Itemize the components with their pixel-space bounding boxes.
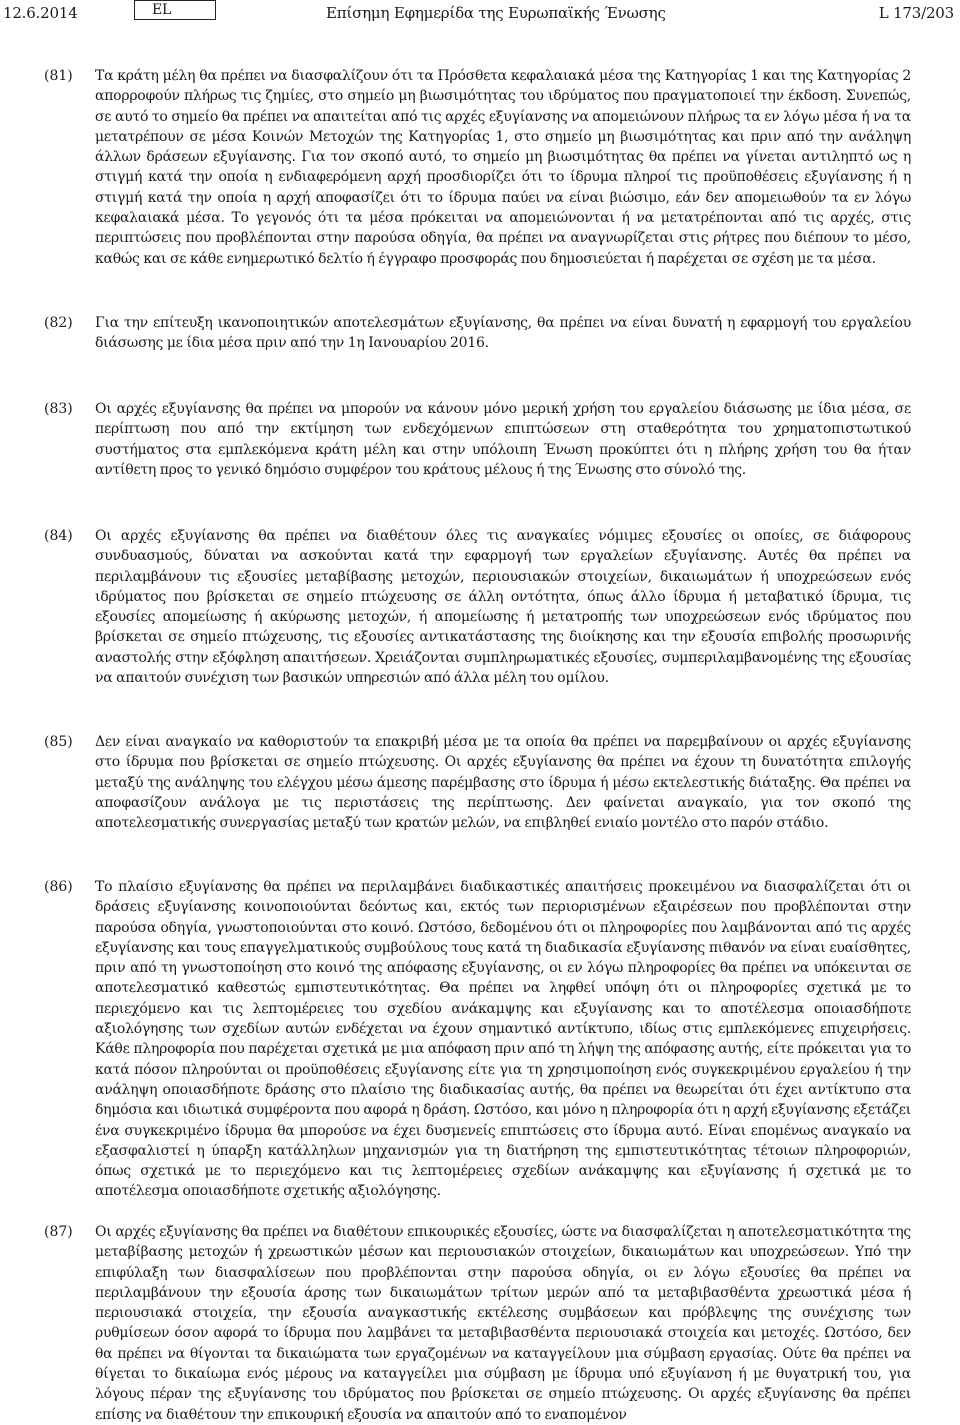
page-reference: L 173/203 (878, 4, 954, 22)
recital-number: (86) (44, 879, 73, 895)
recital-text: Το πλαίσιο εξυγίανσης θα πρέπει να περιλαμβάνει διαδικαστικές απαιτήσεις προκειμένου να διασφαλίζεται ότι οι δράσεις εξυγίανσης κοινοποιούνται δεόντως και, εκτός των περιορισμένων εξαιρέσεων που προβλέπονται στην παρούσα οδηγία, γνωστοποιούνται στο κοινό. Ωστόσο, δεδομένου ότι οι πληροφορίες που λαμβάνονται από τις αρχές εξυγίανσης και τους επαγγελματικούς συμβούλους τους κατά τη διαδικασία εξυγίανσης πιθανόν να είναι ευαίσθητες, πριν από τη γνωστοποίηση στο κοινό της απόφασης εξυγίανσης, οι εν λόγω πληροφορίες θα πρέπει να υπόκεινται σε αποτελεσματικό καθεστώς εμπιστευτικότητας. Θα πρέπει να ληφθεί υπόψη ότι οι πληροφορίες σχετικά με το περιεχόμενο και τις λεπτομέρειες του σχεδίου ανάκαμψης και εξυγίανσης και το αποτέλεσμα οποιασδήποτε αξιολόγησης των σχεδίων αυτών ενδέχεται να έχουν σημαντικό αντίκτυπο, ιδίως στις εμπλεκόμενες επιχειρήσεις. Κάθε πληροφορία που παρέχεται σχετικά με μια απόφαση πριν από τη λήψη της απόφασης αυτής, είτε πρόκειται για το κατά πόσον πληρούνται οι προϋποθέσεις εξυγίανσης είτε για τη χρησιμοποίηση ενός συγκεκριμένου εργαλείου ή την ανάληψη οποιασδήποτε δράσης στο πλαίσιο της διαδικασίας αυτής, θα πρέπει να θεωρείται ότι έχει αντίκτυπο στα δημόσια και ιδιωτικά συμφέροντα που αφορά η δράση. Ωστόσο, και μόνο η πληροφορία ότι η αρχή εξυγίανσης εξετάζει ένα συγκεκριμένο ίδρυμα θα μπορούσε να έχει δυσμενείς επιπτώσεις στο ίδρυμα αυτό. Είναι επομένως αναγκαίο να εξασφαλιστεί η ύπαρξη κατάλληλων μηχανισμών για τη διατήρηση της εμπιστευτικότητας τέτοιων πληροφοριών, όπως σχετικά με το περιεχόμενο και τις λεπτομέρειες σχεδίων ανάκαμψης και εξυγίανσης ή σχετικά με το αποτέλεσμα οποιασδήποτε σχετικής αξιολόγησης. (95, 879, 911, 1200)
recital-text: Τα κράτη μέλη θα πρέπει να διασφαλίζουν ότι τα Πρόσθετα κεφαλαιακά μέσα της Κατηγορίας 1 και της Κατηγορίας 2 απορροφούν πλήρως τις ζημίες, στο σημείο μη βιωσιμότητας του ιδρύματος που πραγματοποιεί την έκδοση. Συνεπώς, σε αυτό το σημείο θα πρέπει να απαιτείται από τις αρχές εξυγίανσης να απομειώνουν πλήρως τα εν λόγω μέσα ή να τα μετατρέπουν σε μέσα Κοινών Μετοχών της Κατηγορίας 1, στο σημείο μη βιωσιμότητας και πριν από την ανάληψη άλλων δράσεων εξυγίανσης. Για τον σκοπό αυτό, το σημείο μη βιωσιμότητας θα πρέπει να γίνεται αντιληπτό ως η στιγμή κατά την οποία η ενδιαφερόμενη αρχή προσδιορίζει ότι το ίδρυμα πληροί τις προϋποθέσεις εξυγίανσης ή η στιγμή κατά την οποία η αρχή αποφασίζει ότι το ίδρυμα παύει να είναι βιώσιμο, εάν δεν απομειωθούν τα εν λόγω κεφαλαιακά μέσα. Το γεγονός ότι τα μέσα πρόκειται να απομειώνονται ή να μετατρέπονται από τις αρχές, στις περιπτώσεις που προβλέπονται στην παρούσα οδηγία, θα πρέπει να αναγνωρίζεται στις ρήτρες που διέπουν το μέσο, καθώς και σε κάθε ενημερωτικό δελτίο ή έγγραφο προσφοράς που δημοσιεύεται ή παρέχεται σε σχέση με τα μέσα. (95, 68, 911, 267)
recital-number: (87) (44, 1224, 73, 1240)
recital-number: (82) (44, 315, 73, 331)
recital-number: (85) (44, 734, 73, 750)
recital-text: Οι αρχές εξυγίανσης θα πρέπει να διαθέτουν επικουρικές εξουσίες, ώστε να διασφαλίζεται η αποτελεσματικότητα της μεταβίβασης μετοχών ή χρεωστικών μέσων και περιουσιακών στοιχείων, δικαιωμάτων και υποχρεώσεων. Υπό την επιφύλαξη των διασφαλίσεων που προβλέπονται στην παρούσα οδηγία, οι εν λόγω εξουσίες θα πρέπει να περιλαμβάνουν την εξουσία άρσης των δικαιωμάτων τρίτων μερών από τα μεταβιβασθέντα χρεωστικά μέσα ή περιουσιακά στοιχεία, την εξουσία αναγκαστικής εκτέλεσης συμβάσεων και πρόβλεψης της συνέχισης των ρυθμίσεων όσον αφορά το ίδρυμα που λαμβάνει τα μεταβιβασθέντα περιουσιακά στοιχεία και μετοχές. Ωστόσο, δεν θα πρέπει να θίγονται τα δικαιώματα των εργαζομένων να καταγγείλουν μια σύμβαση εργασίας. Ούτε θα πρέπει να θίγεται το δικαίωμα ενός μέρους να καταγγείλει μια σύμβαση με ίδρυμα υπό εξυγίανση ή με θυγατρική του, για λόγους πέραν της εξυγίανσης του ιδρύματος που βρίσκεται σε σημείο πτώχευσης. Οι αρχές εξυγίανσης θα πρέπει επίσης να διαθέτουν την επικουρική εξουσία να απαιτούν από το εναπομένον (95, 1224, 911, 1423)
recital-text: Δεν είναι αναγκαίο να καθοριστούν τα επακριβή μέσα με τα οποία θα πρέπει να παρεμβαίνουν οι αρχές εξυγίανσης στο ίδρυμα που βρίσκεται σε σημείο πτώχευσης. Οι αρχές εξυγίανσης θα πρέπει να έχουν τη δυνατότητα επιλογής μεταξύ της ανάληψης του ελέγχου μέσω άμεσης παρέμβασης στο ίδρυμα ή μέσω εκτελεστικής διάταξης. Θα πρέπει να αποφασίζουν ανάλογα με τις περιστάσεις της περίπτωσης. Δεν φαίνεται αναγκαίο, για τον σκοπό της αποτελεσματικής συνεργασίας μεταξύ των κρατών μελών, να επιβληθεί ενιαίο μοντέλο στο παρόν στάδιο. (95, 734, 911, 832)
journal-title: Επίσημη Εφημερίδα της Ευρωπαϊκής Ένωσης (326, 4, 666, 22)
recital-number: (83) (44, 401, 73, 417)
language-badge: EL (134, 0, 216, 20)
recital-number: (81) (44, 68, 73, 84)
recital-text: Οι αρχές εξυγίανσης θα πρέπει να διαθέτουν όλες τις αναγκαίες νόμιμες εξουσίες οι οποίες, σε διάφορους συνδυασμούς, δύναται να ασκούνται κατά την εφαρμογή των εργαλείων εξυγίανσης. Αυτές θα πρέπει να περιλαμβάνουν τις εξουσίες μεταβίβασης μετοχών, περιουσιακών στοιχείων, δικαιωμάτων ή υποχρεώσεων ενός ιδρύματος που βρίσκεται σε σημείο πτώχευσης σε άλλη οντότητα, όπως άλλο ίδρυμα ή μεταβατικό ίδρυμα, τις εξουσίες απομείωσης ή ακύρωσης μετοχών, ή απομείωσης ή μετατροπής των υποχρεώσεων ενός ιδρύματος που βρίσκεται σε σημείο πτώχευσης, τις εξουσίες αντικατάστασης της διοίκησης και την εξουσία επιβολής προσωρινής αναστολής στην εξόφληση απαιτήσεων. Χρειάζονται συμπληρωματικές εξουσίες, συμπεριλαμβανομένης της εξουσίας να απαιτούν συνέχιση των βασικών υπηρεσιών από άλλα μέλη του ομίλου. (95, 528, 911, 687)
publication-date: 12.6.2014 (3, 4, 78, 22)
recital-text: Για την επίτευξη ικανοποιητικών αποτελεσμάτων εξυγίανσης, θα πρέπει να είναι δυνατή η εφαρμογή του εργαλείου διάσωσης με ίδια μέσα πριν από την 1η Ιανουαρίου 2016. (95, 315, 911, 352)
recital-number: (84) (44, 528, 73, 544)
recital-text: Οι αρχές εξυγίανσης θα πρέπει να μπορούν να κάνουν μόνο μερική χρήση του εργαλείου διάσωσης με ίδια μέσα, σε περίπτωση που από την εκτίμηση των ενδεχόμενων επιπτώσεων στη σταθερότητα του χρηματοπιστωτικού συστήματος στα εμπλεκόμενα κράτη μέλη και στην υπόλοιπη Ένωση προκύπτει ότι η πλήρης χρήση του θα ήταν αντίθετη προς το γενικό δημόσιο συμφέρον του κράτους μέλους ή της Ένωσης στο σύνολό της. (95, 401, 911, 478)
page-header (0, 0, 960, 26)
